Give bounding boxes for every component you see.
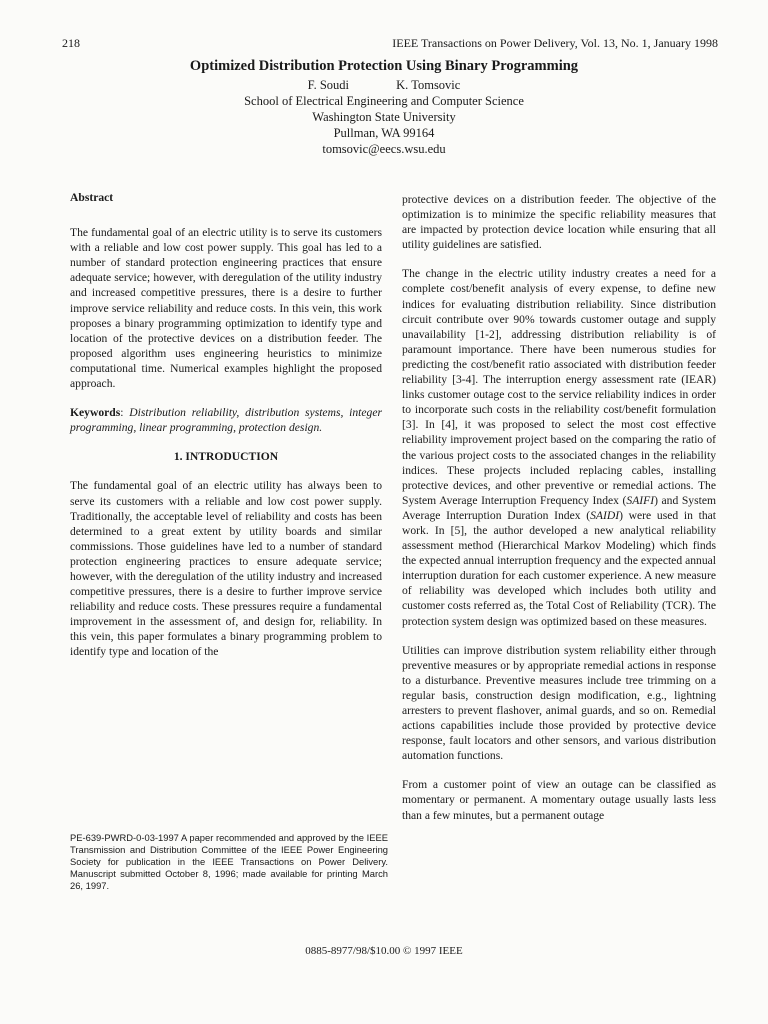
right-paragraph-2	[402, 266, 716, 628]
title-block	[0, 58, 768, 157]
author-1: F. Soudi	[307, 78, 350, 92]
keywords-text: Distribution reliability, distribution systems, integer programming, linear programming, protection design.	[70, 406, 383, 435]
abstract-heading: Abstract	[70, 191, 114, 204]
left-column	[70, 190, 382, 674]
paper-title: Optimized Distribution Protection Using Binary Programming	[189, 58, 579, 74]
section-heading-introduction: 1. INTRODUCTION	[173, 450, 279, 464]
author-email: tomsovic@eecs.wsu.edu	[322, 142, 446, 156]
paragraph-2-part-c: ) were used in that work. In [5], the author developed a new analytical reliability assessment method (Hierarchical Markov Modeling) which finds the expected annual interruption frequency and the expected annual interruption duration for each customer experience. A new measure of reliability was developed which includes both utility and customer costs referred as, the Total Cost of Reliability (TCR). The protection system design was optimized based on these measures.	[402, 508, 716, 628]
keywords-label: Keywords	[70, 406, 121, 420]
paragraph-2-part-a: The change in the electric utility industry creates a need for a complete cost/benefit analysis of every expense, to define new indices for evaluating distribution reliability. Since distribution circuit contribute over 90% towards customer outage and supply unavailability [1-2], addressing distribution reliability is of paramount importance. There have been numerous studies for predicting the cost/benefit ratio associated with distribution feeder reliability [3-4]. The interruption energy assessment rate (IEAR) links customer outage cost to the service reliability indices in order to incorporate such costs in the reliability cost/benefit formulation [3]. In [4], it was proposed to select the most cost effective reliability improvement project based on the comparing the ratio of the various project costs to the associated changes in the reliability indices. These projects included replacing cables, installing protective devices, and other preventive or remedial actions. The System Average Interruption Frequency Index (	[402, 267, 716, 507]
right-paragraph-3: Utilities can improve distribution system reliability either through preventive measures or by appropriate remedial actions in response to a disturbance. Preventive measures include tree trimming on a regular basis, construction design modification, e.g., lightning arresters to prevent flashover, animal guards, and so on. Remedial actions capabilities include those provided by protective device response, fault locators and other sensors, and various distribution automation functions.	[402, 643, 716, 763]
running-head: IEEE Transactions on Power Delivery, Vol. 13, No. 1, January 1998	[392, 36, 718, 50]
authors	[0, 77, 768, 93]
right-paragraph-1: protective devices on a distribution feeder. The objective of the optimization is to minimize the specific reliability measures that are impacted by protection device location while ensuring that all utility guidelines are satisfied.	[402, 193, 716, 252]
affiliation-city: Pullman, WA 99164	[333, 126, 435, 140]
footer-copyright-code: 0885-8977/98/$10.00 © 1997 IEEE	[305, 945, 463, 957]
footnote: PE-639-PWRD-0-03-1997 A paper recommended and approved by the IEEE Transmission and Distribution Committee of the IEEE Power Engineering Society for publication in the IEEE Transactions on Power Delivery. Manuscript submitted October 8, 1996; made available for printing March 26, 1997.	[70, 832, 388, 891]
abstract-text: The fundamental goal of an electric utility is to serve its customers with a reliable and low cost power supply. This goal has led to a number of standard protection engineering practices that ensure adequate service; however, with deregulation of the utility industry and increased competitive pressures, there is a desire to further improve service reliability and reduce costs. In this vein, this work proposes a binary programming optimization to identify type and location of the protective devices on a distribution feeder. The proposed algorithm uses engineering heuristics to minimize computational time. Numerical examples highlight the proposed approach.	[70, 226, 382, 391]
page-number: 218	[62, 36, 80, 50]
keywords: Keywords: Distribution reliability, distribution systems, integer programming, linear programming, protection design.	[70, 406, 383, 435]
paragraph-2-part-b: ) and System Average Interruption Duration Index (	[402, 493, 717, 522]
saifi-term: SAIFI	[626, 493, 655, 507]
introduction-text: The fundamental goal of an electric utility has always been to serve its customers with a reliable and low cost power supply. Traditionally, the acceptable level of reliability and costs has been determined to a great extent by utility boards and similar commissions. Those guidelines have led to a number of standard protection engineering practices to ensure adequate service; however, with the deregulation of the utility industry and increased competitive pressures, there is a desire to further improve service reliability and reduce costs. These pressures require a fundamental improvement in the assessment of, and design for, reliability. In this vein, this paper formulates a binary programming problem to identify type and location of the	[70, 479, 382, 659]
affiliation-school: School of Electrical Engineering and Computer Science	[244, 94, 524, 108]
right-column	[402, 192, 716, 837]
right-paragraph-4: From a customer point of view an outage can be classified as momentary or permanent. A momentary outage usually lasts less than a few minutes, but a permanent outage	[402, 778, 716, 822]
affiliation-university: Washington State University	[312, 110, 456, 124]
author-2: K. Tomsovic	[396, 78, 461, 92]
saidi-term: SAIDI	[590, 508, 620, 522]
